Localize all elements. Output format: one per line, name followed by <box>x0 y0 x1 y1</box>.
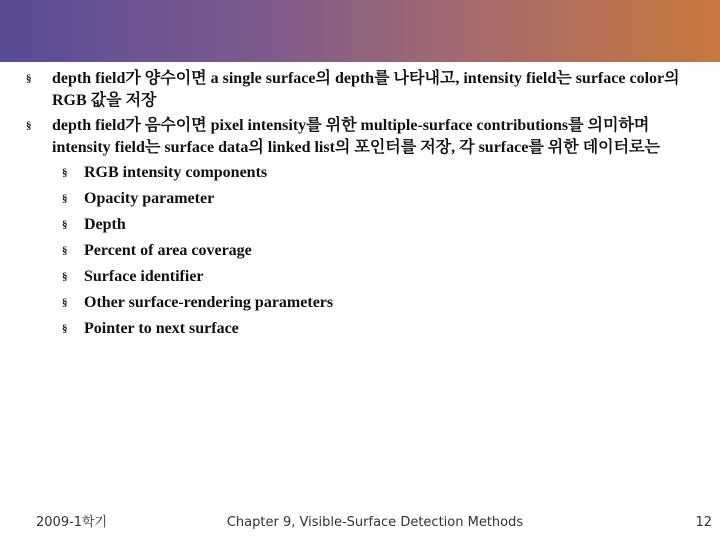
sub-item-opacity <box>0 188 720 214</box>
sub-item-text: Opacity parameter <box>84 190 215 207</box>
bullet-item-depth-negative <box>0 115 720 159</box>
bullet-marker: § <box>62 297 68 309</box>
slide-content <box>0 68 720 344</box>
footer-page-number: 12 <box>695 515 712 530</box>
sub-item-pointer <box>0 318 720 344</box>
bullet-item-depth-positive <box>0 68 720 112</box>
bullet-marker: § <box>62 323 68 335</box>
sub-item-text: Depth <box>84 216 126 233</box>
bullet-marker: § <box>26 73 32 85</box>
bullet-marker: § <box>62 193 68 205</box>
sub-item-depth <box>0 214 720 240</box>
sub-item-identifier <box>0 266 720 292</box>
sub-item-text: Pointer to next surface <box>84 320 239 337</box>
surface-data-list <box>0 162 720 344</box>
footer-semester: 2009-1학기 <box>36 515 108 530</box>
bullet-marker: § <box>62 271 68 283</box>
sub-item-text: Percent of area coverage <box>84 242 252 259</box>
bullet-text: depth field가 음수이면 pixel intensity를 위한 multiple-surface contributions를 의미하며 intensity field는 surface data의 linked list의 포인터를 저장, 각 surface를 위한 데이터로는 <box>52 117 660 156</box>
footer-chapter-title: Chapter 9, Visible-Surface Detection Methods <box>226 515 524 530</box>
bullet-marker: § <box>62 245 68 257</box>
bullet-marker: § <box>26 120 32 132</box>
sub-item-rendering-params <box>0 292 720 318</box>
title-banner <box>0 0 720 62</box>
bullet-marker: § <box>62 167 68 179</box>
sub-item-coverage <box>0 240 720 266</box>
sub-item-text: Surface identifier <box>84 268 204 285</box>
sub-item-text: RGB intensity components <box>84 164 268 181</box>
bullet-text: depth field가 양수이면 a single surface의 depth를 나타내고, intensity field는 surface color의 RGB 값을 저장 <box>52 70 680 109</box>
sub-item-text: Other surface-rendering parameters <box>84 294 334 311</box>
sub-item-rgb <box>0 162 720 188</box>
bullet-marker: § <box>62 219 68 231</box>
